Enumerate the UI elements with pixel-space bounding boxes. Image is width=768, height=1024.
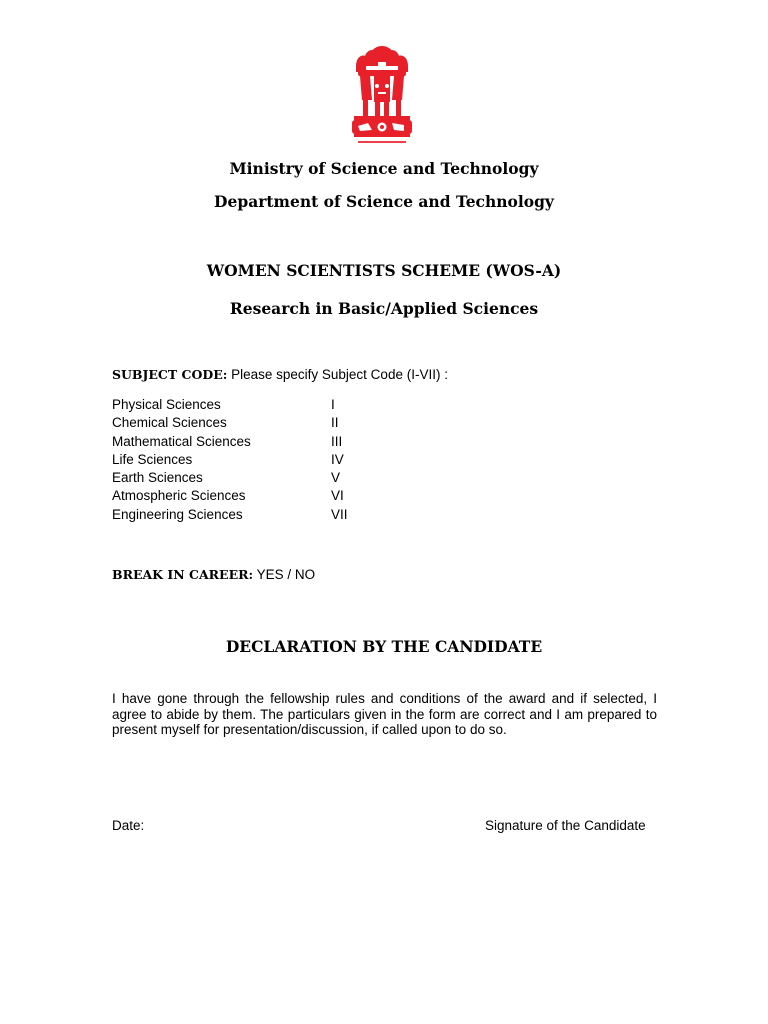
- national-emblem-icon: [348, 42, 416, 150]
- declaration-title: DECLARATION BY THE CANDIDATE: [225, 637, 543, 656]
- subject-row: [112, 487, 412, 505]
- subject-code: II: [331, 415, 339, 431]
- department-heading: Department of Science and Technology: [214, 192, 554, 211]
- ministry-heading: Ministry of Science and Technology: [229, 159, 539, 178]
- subject-name: Mathematical Sciences: [112, 433, 251, 449]
- subject-list: [112, 396, 412, 524]
- subject-code-line: [112, 367, 448, 382]
- subject-row: [112, 451, 412, 469]
- scheme-heading: WOMEN SCIENTISTS SCHEME (WOS-A): [206, 261, 562, 280]
- subject-code-label: SUBJECT CODE:: [112, 367, 228, 382]
- subject-name: Engineering Sciences: [112, 506, 243, 522]
- subject-row: [112, 433, 412, 451]
- subject-row: [112, 396, 412, 414]
- subject-row: [112, 414, 412, 432]
- subject-code: IV: [331, 451, 344, 467]
- subject-name: Life Sciences: [112, 451, 193, 467]
- subject-code-instruction: Please specify Subject Code (I-VII) :: [227, 367, 448, 382]
- subject-name: Earth Sciences: [112, 470, 203, 486]
- subject-name: Chemical Sciences: [112, 415, 227, 431]
- subject-row: [112, 469, 412, 487]
- career-break-value: YES / NO: [253, 567, 316, 582]
- declaration-text: I have gone through the fellowship rules and conditions of the award and if selected, I agree to abide by them. The particulars given in the form are correct and I am prepared to present myself for presentation/discussion, if called upon to do so.: [112, 691, 657, 737]
- career-break-label: BREAK IN CAREER:: [112, 567, 254, 582]
- subject-row: [112, 506, 412, 524]
- subject-code: VI: [331, 488, 344, 504]
- date-label: Date:: [112, 818, 145, 833]
- subject-code: V: [331, 470, 341, 486]
- subject-code: I: [331, 397, 335, 412]
- subject-name: Physical Sciences: [112, 397, 221, 412]
- subject-code: III: [331, 433, 343, 449]
- signature-label: Signature of the Candidate: [485, 818, 646, 833]
- research-heading: Research in Basic/Applied Sciences: [229, 299, 539, 318]
- subject-code: VII: [331, 506, 348, 522]
- career-break-line: [112, 567, 315, 582]
- subject-name: Atmospheric Sciences: [112, 488, 246, 504]
